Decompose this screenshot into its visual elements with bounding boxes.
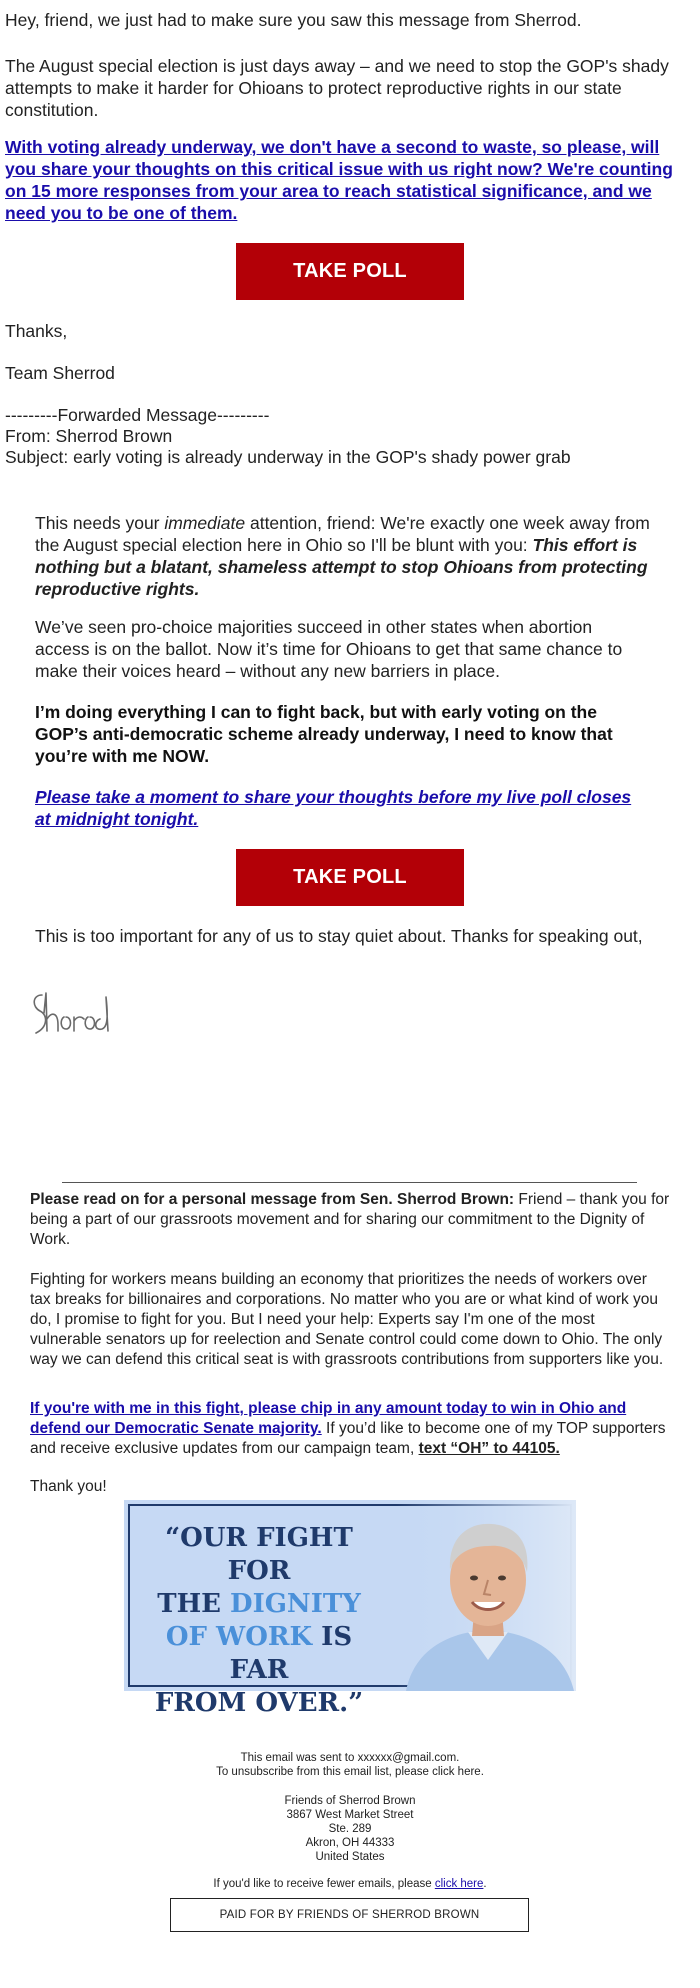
banner-quote: “OUR FIGHT FOR THE DIGNITY OF WORK IS FAR FROM OVER.”	[154, 1523, 364, 1718]
forwarded-divider: ---------Forwarded Message---------	[5, 405, 270, 425]
signature-image	[28, 985, 128, 1050]
personal-paragraph-3: If you're with me in this fight, please chip in any amount today to win in Ohio and defend our Democratic Senate majority. If you’d like to become one of my TOP supporters and receive exclusive updates from our campaign team, text “OH” to 44105.	[30, 1400, 666, 1457]
portrait-image	[396, 1500, 576, 1691]
footer-country: United States	[315, 1851, 385, 1863]
thanks-text: Thanks,	[5, 321, 68, 341]
closing-text: This is too important for any of us to stay quiet about. Thanks for speaking out,	[35, 926, 643, 946]
poll-link-intro[interactable]: With voting already underway, we don't have a second to waste, so please, will you share your thoughts on this critical issue with us right now? We're counting on 15 more responses from your area to reach statistical significance, and we need you to be one of them.	[5, 137, 673, 223]
thank-you-text: Thank you!	[30, 1478, 107, 1495]
paid-for-disclaimer: PAID FOR BY FRIENDS OF SHERROD BROWN	[170, 1898, 529, 1932]
personal-paragraph-1: Please read on for a personal message from Sen. Sherrod Brown: Friend – thank you for being a part of our grassroots movement and for sharing our commitment to the Dignity of Work.	[30, 1191, 670, 1248]
donate-link[interactable]: If you're with me in this fight, please chip in any amount today to win in Ohio and defend our Democratic Senate majority.	[30, 1400, 627, 1437]
footer-sent-to: This email was sent to xxxxxx@gmail.com.	[240, 1752, 460, 1764]
fewer-emails-link[interactable]: click here	[434, 1878, 484, 1890]
message-paragraph-1: This needs your immediate attention, friend: We're exactly one week away from the August special election here in Ohio so I'll be blunt with you: This effort is nothing but a blatant, shameless attempt to stop Ohioans from protecting reproductive rights.	[35, 513, 650, 599]
text-oh-link[interactable]: text “OH” to 44105.	[418, 1440, 560, 1457]
take-poll-button-bottom[interactable]: TAKE POLL	[236, 849, 464, 906]
footer-fewer-emails: If you'd like to receive fewer emails, please click here.	[213, 1878, 487, 1890]
footer-city: Akron, OH 44333	[305, 1837, 395, 1849]
section-divider	[62, 1182, 637, 1183]
footer-unsubscribe[interactable]: To unsubscribe from this email list, please click here.	[216, 1766, 484, 1778]
greeting-text: Hey, friend, we just had to make sure you saw this message from Sherrod.	[5, 10, 582, 30]
poll-link-message[interactable]: Please take a moment to share your thoughts before my live poll closes at midnight tonight.	[35, 787, 632, 829]
message-paragraph-3: I’m doing everything I can to fight back, but with early voting on the GOP’s anti-democratic scheme already underway, I need to know that you’re with me NOW.	[35, 702, 613, 766]
forwarded-from: From: Sherrod Brown	[5, 426, 173, 446]
footer-suite: Ste. 289	[328, 1823, 372, 1835]
footer-street: 3867 West Market Street	[286, 1809, 414, 1821]
personal-paragraph-2: Fighting for workers means building an economy that prioritizes the needs of workers over tax breaks for billionaires and corporations. No matter who you are or what kind of work you do, I promise to fight for you. But I need your help: Experts say I'm one of the most vulnerable senators up for reelection and Senate control could come down to Ohio. The only way we can defend this critical seat is with grassroots contributions from supporters like you.	[30, 1271, 664, 1368]
message-paragraph-2: We’ve seen pro-choice majorities succeed in other states when abortion access is on the ballot. Now it’s time for Ohioans to get that same chance to make their voices heard – without any new barriers in place.	[35, 617, 623, 681]
forwarded-subject: Subject: early voting is already underway in the GOP's shady power grab	[5, 447, 571, 467]
intro-paragraph: The August special election is just days away – and we need to stop the GOP's shady attempts to make it harder for Ohioans to protect reproductive rights in our state constitution.	[5, 56, 669, 120]
footer-org: Friends of Sherrod Brown	[284, 1795, 416, 1807]
team-signature: Team Sherrod	[5, 363, 115, 383]
quote-banner[interactable]	[124, 1500, 576, 1718]
take-poll-button-top[interactable]: TAKE POLL	[236, 243, 464, 300]
